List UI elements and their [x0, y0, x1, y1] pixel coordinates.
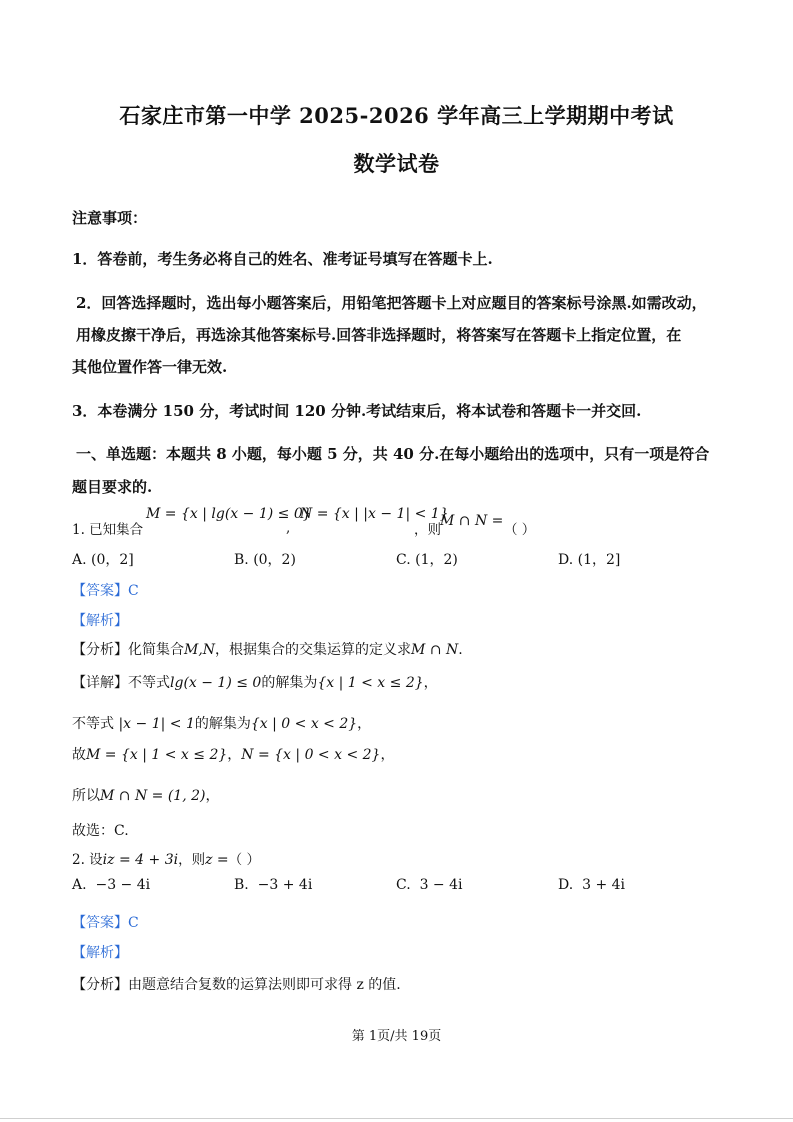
q1-line2-a: 不等式 [72, 716, 114, 732]
q1-option-b: B. (0，2) [234, 552, 296, 568]
q1-fenxi-tag: 【分析】 [72, 642, 128, 658]
q2-option-b-label: B. [234, 877, 249, 893]
q1-answer [72, 580, 139, 600]
note-item-3: 3．本卷满分 150 分，考试时间 120 分钟.考试结束后，将本试卷和答题卡一并交回. [72, 402, 642, 420]
q1-fenxi-mn: M,N [184, 642, 216, 658]
q2-stem-eq: iz = 4 + 3i [102, 852, 179, 868]
q1-line2-b: 的解集为 [194, 716, 251, 732]
note-item-1: 1．答卷前，考生务必将自己的姓名、准考证号填写在答题卡上. [72, 250, 493, 268]
q1-line3-end: ， [380, 747, 395, 763]
q2-option-d [558, 877, 625, 893]
q2-option-d-label: D. [558, 877, 574, 893]
page-bottom-divider [0, 1118, 793, 1119]
page-title: 石家庄市第一中学 2025-2026 学年高三上学期期中考试 [119, 103, 674, 128]
q1-line-3 [72, 744, 394, 764]
q1-line-2 [72, 713, 371, 733]
q2-stem-b: ，则 [178, 852, 206, 868]
page-number: 第 1页/共 19页 [351, 1029, 442, 1044]
q1-set-n: N = {x | |x − 1| < 1} [300, 506, 449, 522]
page-subtitle: 数学试卷 [353, 151, 440, 176]
q2-fenxi-text: 由题意结合复数的运算法则即可求得 z 的值. [128, 977, 401, 993]
q2-answer-tag: 【答案】C [72, 915, 139, 931]
q2-option-b [234, 877, 312, 893]
note-item-2-line-3: 其他位置作答一律无效. [72, 358, 228, 376]
q2-option-d-value: 3 + 4i [582, 877, 626, 893]
q1-line4-end: ， [205, 788, 220, 804]
q1-detail-set: {x | 1 < x ≤ 2} [317, 675, 424, 691]
q1-fenxi-expr: M ∩ N [411, 642, 459, 658]
q1-analysis-tag: 【解析】 [72, 613, 128, 629]
q2-option-b-value: −3 + 4i [257, 877, 313, 893]
q1-detail-line [72, 672, 438, 692]
q2-option-c-value: 3 − 4i [419, 877, 463, 893]
q1-option-c: C. (1，2) [396, 552, 458, 568]
q1-comma: , [286, 520, 291, 536]
q2-stem-a: 2. 设 [72, 852, 103, 868]
note-item-2-line-2: 用橡皮擦干净后，再选涂其他答案标号.回答非选择题时，将答案写在答题卡上指定位置，在 [76, 326, 682, 344]
q1-line-4 [72, 785, 220, 805]
q1-option-a: A. (0，2] [72, 552, 134, 568]
q2-stem [72, 848, 260, 868]
q1-intersection-expr: M ∩ N = [440, 513, 504, 529]
q1-answer-tag: 【答案】C [72, 583, 139, 599]
q1-fenxi-end: . [458, 642, 463, 658]
q1-line3-m: M = {x | 1 < x ≤ 2} [86, 747, 228, 763]
q2-option-a-value: −3 − 4i [95, 877, 151, 893]
q2-fenxi-line [72, 974, 401, 994]
q1-conclusion: 故选：C. [72, 823, 129, 839]
q1-stem-prefix: 1. 已知集合 [72, 522, 144, 538]
q1-line3-a: 故 [72, 747, 86, 763]
q1-detail-ineq: lg(x − 1) ≤ 0 [170, 675, 262, 691]
q1-fenxi-b: ，根据集合的交集运算的定义求 [215, 642, 412, 658]
q1-line4-expr: M ∩ N = (1, 2) [100, 788, 206, 804]
q1-detail-b: 的解集为 [261, 675, 318, 691]
q1-fenxi-line [72, 639, 463, 659]
q1-fenxi-a: 化简集合 [128, 642, 184, 658]
q2-fenxi-tag: 【分析】 [72, 977, 128, 993]
section-heading-line-1: 一、单选题：本题共 8 小题，每小题 5 分，共 40 分.在每小题给出的选项中，只有一项是符合 [76, 445, 710, 463]
q1-line2-ineq: |x − 1| < 1 [118, 716, 195, 732]
q1-option-d: D. (1，2] [558, 552, 621, 568]
q1-line4-a: 所以 [72, 788, 100, 804]
note-item-2-line-1: 2．回答选择题时，选出每小题答案后，用铅笔把答题卡上对应题目的答案标号涂黑.如需改动， [76, 294, 707, 312]
q1-set-m: M = {x | lg(x − 1) ≤ 0} [146, 506, 312, 522]
q2-answer-paren: （ ） [228, 852, 260, 868]
q2-option-c [396, 877, 463, 893]
q1-line2-set: {x | 0 < x < 2} [250, 716, 358, 732]
q1-line3-n: N = {x | 0 < x < 2} [241, 747, 381, 763]
q1-line2-end: ， [357, 716, 372, 732]
q1-stem-suffix: ，则 [414, 522, 441, 538]
q1-detail-end: ， [423, 675, 438, 691]
q2-stem-z: z = [205, 852, 229, 868]
section-heading-line-2: 题目要求的. [72, 478, 153, 496]
q2-analysis-tag: 【解析】 [72, 945, 128, 961]
notes-heading: 注意事项： [72, 209, 148, 227]
q1-detail-tag: 【详解】 [72, 675, 128, 691]
q1-line3-sep: ， [227, 747, 242, 763]
q1-detail-a: 不等式 [128, 675, 170, 691]
q1-answer-paren: （ ） [504, 522, 536, 538]
q2-option-a-label: A. [72, 877, 87, 893]
q2-option-a [72, 877, 150, 893]
q2-option-c-label: C. [396, 877, 411, 893]
